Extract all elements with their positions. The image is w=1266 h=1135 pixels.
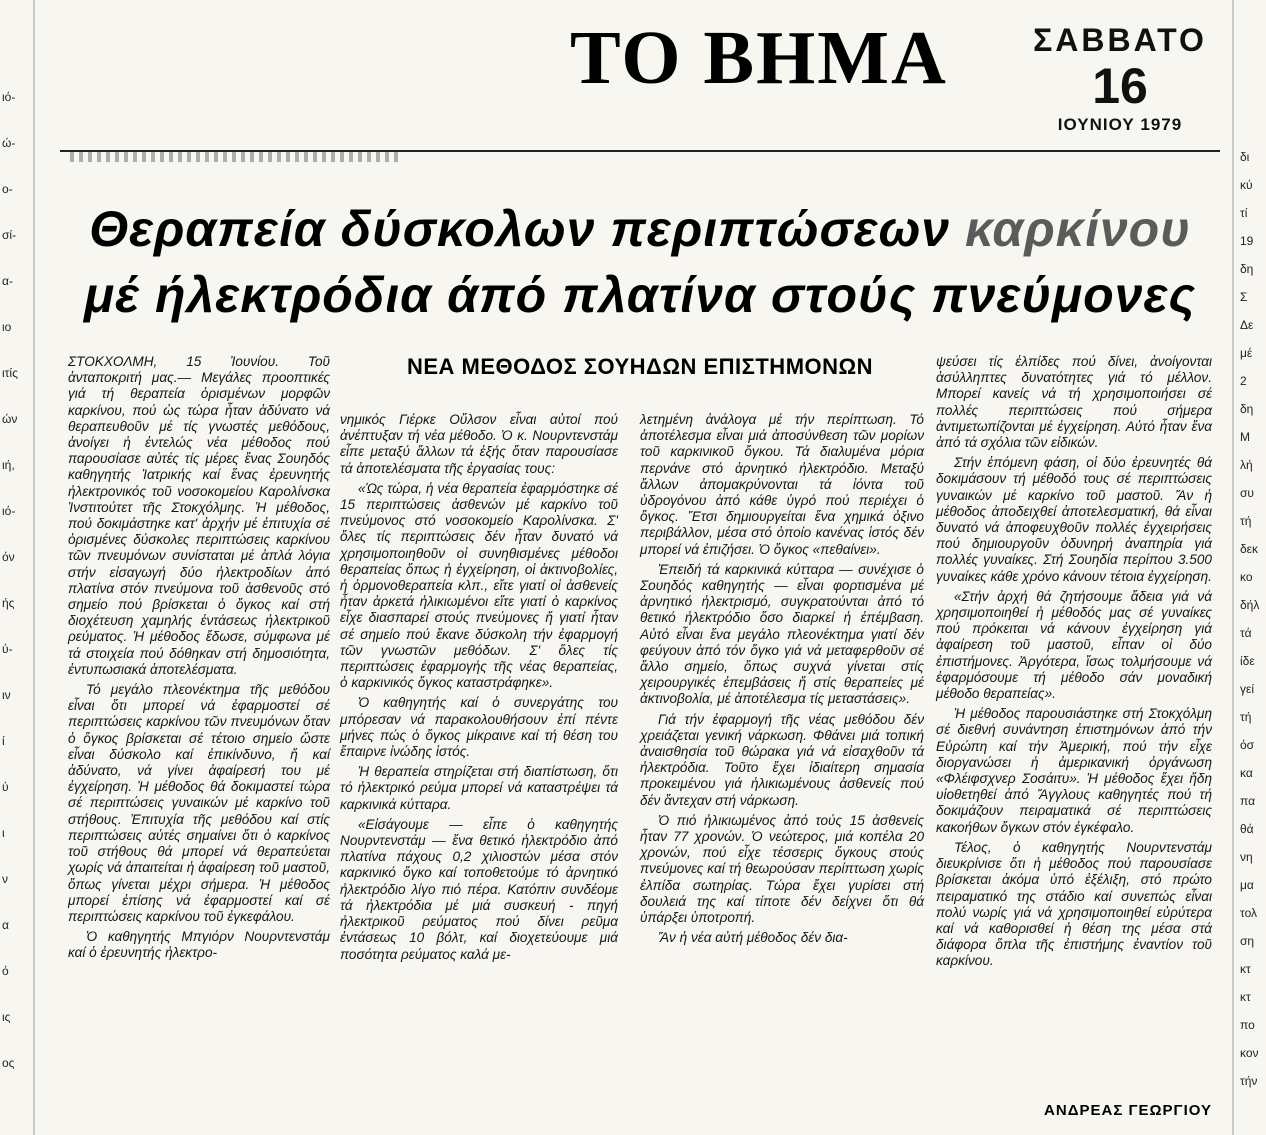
column-fragment: μα: [1240, 878, 1254, 892]
column-fragment: λή: [1240, 458, 1253, 472]
paragraph: Γιά τήν ἐφαρμογή τῆς νέας μεθόδου δέν χρειάζεται γενική νάρκωση. Φθάνει μιά τοπική ἀναισθησία τοῦ θώρακα γιά νά εἰσαχθοῦν τά ἠλεκτρόδια. Τοῦτο ἔχει ἰδιαίτερη σημασία προκειμένου γιά ἡλικιωμένους ἀσθενείς πού δέν ἄντεχαν στή νάρκωση.: [640, 711, 924, 808]
paragraph: ΣΤΟΚΧΟΛΜΗ, 15 Ἰουνίου. Τοῦ ἀνταποκριτή μας.— Μεγάλες προοπτικές γιά τή θεραπεία ὁρισμένων μορφῶν καρκίνου, πού ὡς τώρα ἦταν ἀδύνατο νά θεραπευθοῦν μέ τίς γνωστές μεθόδους, ἀνοίγει ἡ ἐντελώς νέα μέθοδος πού παρουσίασε αὐτές τίς μέρες ἕνας Σουηδός καθηγητής Ἰατρικής καί ἕνας ἐρευνητής ἠλεκτρονικός τοῦ νοσοκομείου Καρολίνσκα Ἰνστιτούτετ τῆς Στοκχόλμης. Ἡ μέθοδος, πού δοκιμάστηκε κατ' ἀρχήν μέ ἐπιτυχία σέ ὁρισμένες δύσκολες περιπτώσεις καρκίνου τῶν πνευμόνων συνίσταται μέ ἁπλά λόγια στήν εἰσαγωγή δύο ἠλεκτροδίων ἀπό πλατίνα στόν πνεύμονα τοῦ ἀσθενοῦς στό σημείο πού βρίσκεται ὁ ὄγκος καί στή διοχέτευση χαμηλής ἐντάσεως ἠλεκτρικοῦ ρεύματος. Ἡ μέθοδος ἔδωσε, σύμφωνα μέ τά στοιχεία πού δόθηκαν στή δημοσιότητα, ἐντυπωσιακά ἀποτελέσματα.: [68, 354, 330, 677]
paragraph: Τό μεγάλο πλεονέκτημα τῆς μεθόδου εἶναι ὅτι μπορεί νά ἐφαρμοστεί σέ περιπτώσεις καρκίνου τῶν πνευμόνων ὅταν ὁ ὄγκος βρίσκεται σέ τέτοιο σημείο ὥστε εἶναι δύσκολο καί ἐπικίνδυνο, ἤ καί ἀδύνατο, νά γίνει ἀφαίρεσή του μέ ἐγχείρηση. Ἡ μέθοδος θά δοκιμαστεί τώρα σέ περιπτώσεις γυναικών μέ καρκίνο τοῦ στήθους. Ἐπιτυχία τῆς μεθόδου καί στίς περιπτώσεις αὐτές σημαίνει ὅτι ὁ καρκίνος τοῦ στήθους θά μπορεί νά θεραπεύεται χωρίς νά ἀπαιτείται ἡ ἀφαίρεση τοῦ μαστοῦ, ὅπως γίνεται μέχρι σήμερα. Ἡ μέθοδος μπορεί ἐπίσης νά ἐφαρμοστεί καί σέ περιπτώσεις καρκίνου τοῦ ἐγκεφάλου.: [68, 682, 330, 924]
column-fragment: τά: [1240, 626, 1252, 640]
article-column-4: [936, 354, 1212, 974]
article-headline: [70, 196, 1210, 328]
column-fragment: Σ: [1240, 290, 1248, 304]
column-fragment: ιτίς: [2, 366, 18, 380]
paragraph: Ἡ μέθοδος παρουσιάστηκε στή Στοκχόλμη σέ διεθνή συνάντηση ἐπιστημόνων ἀπό τήν Εὐρώπη καί τήν Ἀμερική, πού τήν εἶχε διοργανώσει ἡ ἀμερικανική ὀργάνωση «Φλέιφσχνερ Σοσάιτυ». Ἡ μέθοδος ἔχει ἤδη υἱοθετηθεί ἀπό Ἄγγλους καθηγητές πού τή δοκιμάζουν πειραματικά σέ περιπτώσεις κακοήθων ὄγκων στόν ἐγκέφαλο.: [936, 706, 1212, 835]
paragraph: «Στήν ἀρχή θά ζητήσουμε ἄδεια γιά νά χρησιμοποιηθεί ἡ μέθοδός μας σέ γυναίκες πού πρόκειται νά κάνουν ἐγχείρηση γιά ἀφαίρεση τοῦ μαστοῦ, εἶπαν οἱ δύο ἐπιστήμονες. Ἀργότερα, ἴσως τολμήσουμε νά ἐφαρμόσουμε τή μέθοδο σάν μοναδική μέθοδο θεραπείας».: [936, 588, 1212, 702]
column-fragment: ιό-: [2, 504, 16, 518]
column-fragment: ής: [2, 596, 15, 610]
column-fragment: σί-: [2, 228, 17, 242]
right-column-divider: [1232, 0, 1234, 1135]
paragraph: λετημένη ἀνάλογα μέ τήν περίπτωση. Τό ἀποτέλεσμα εἶναι μιά ἀποσύνθεση τῶν μορίων τοῦ καρκινικοῦ ὄγκου. Τά διαλυμένα μόρια περνάνε στό ἀρνητικό ἠλεκτρόδιο. Μεταξύ ἄλλων ἀπομακρύνονται τά ἰόντα τοῦ ὑδρογόνου ἀπό κάθε ὑγρό πού περιέχει ὁ ὄγκος. Ἔτσι δημιουργείται ἕνα χημικά ὀξινο περιβάλλον, μέσα στό ὁποίο κανένας ἱστός δέν μπορεί νά ἐπιζήσει. Ὁ ὄγκος «πεθαίνει».: [640, 412, 924, 557]
paragraph: Ὁ καθηγητής καί ὁ συνεργάτης του μπόρεσαν νά παρακολουθήσουν ἐπί πέντε μήνες πώς ὁ ὄγκος μίκραινε καί τή θέση του ἔπαιρνε ἰνώδης ἱστός.: [340, 695, 618, 760]
paragraph: Τέλος, ὁ καθηγητής Νουρντενστάμ διευκρίνισε ὅτι ἡ μέθοδος πού παρουσίασε βρίσκεται ἀκόμα ὑπό ἐξέλιξη, στό πρώτο πειραματικό της στάδιο καί συνεπώς εἶναι πολύ νωρίς γιά νά χρησιμοποιηθεί εὐρύτερα καί νά καθορισθεί ἡ θέση της μέσα στά διάφορα ὅπλα τῆς ἐπιστήμης ἐναντίον τοῦ καρκίνου.: [936, 839, 1212, 969]
column-fragment: Μ: [1240, 430, 1250, 444]
right-adjacent-column-fragments: [1238, 150, 1266, 1130]
column-fragment: τολ: [1240, 906, 1258, 920]
column-fragment: τήν: [1240, 1074, 1258, 1088]
column-fragment: κο: [1240, 570, 1253, 584]
column-fragment: μέ: [1240, 346, 1253, 360]
article-byline: ΑΝΔΡΕΑΣ ΓΕΩΡΓΙΟΥ: [1044, 1102, 1212, 1119]
paragraph: Ὁ πιό ἡλικιωμένος ἀπό τούς 15 ἀσθενείς ἦταν 77 χρονών. Ὁ νεώτερος, μιά κοπέλα 20 χρονών, πού εἶχε τέσσερις ὄγκους στούς πνεύμονες καί τή θεωρούσαν περίπτωση χωρίς ἐλπίδα σωτηρίας. Τώρα ἔχει γυρίσει στή δουλειά της καί τίποτε δέν δείχνει ὅτι θά ὑπάρξει ὑποτροπή.: [640, 812, 924, 926]
column-fragment: ό: [2, 964, 9, 978]
headline-line-2: μέ ήλεκτρόδια άπό πλατίνα στούς πνεύμονες: [83, 267, 1197, 323]
left-column-divider: [33, 0, 35, 1135]
column-fragment: ιν: [2, 688, 11, 702]
paragraph: νημικός Γιέρκε Οὔλσον εἶναι αὐτοί πού ἀνέπτυξαν τή νέα μέθοδο. Ὁ κ. Νουρντενστάμ εἶπε μεταξύ ἄλλων τά ἑξής ὅταν παρουσίασε τά ἀποτελέσματα τῆς ἐργασίας τους:: [340, 412, 618, 476]
article-subheadline: ΝΕΑ ΜΕΘΟΔΟΣ ΣΟΥΗΔΩΝ ΕΠΙΣΤΗΜΟΝΩΝ: [406, 354, 874, 379]
column-fragment: τί: [1240, 206, 1248, 220]
column-fragment: Δε: [1240, 318, 1254, 332]
column-fragment: ι: [2, 826, 5, 840]
issue-dateline: [1020, 22, 1220, 136]
column-fragment: ύ-: [2, 642, 13, 656]
paragraph: ψεύσει τίς ἐλπίδες πού δίνει, ἀνοίγονται ἀσύλληπτες δυνατότητες γιά τό μέλλον. Μπορεί κανείς νά τή χρησιμοποιήσει σέ πολλές περιπτώσεις πού σήμερα ἀντιμετωπίζονται μέ ἐγχείρηση. Αὐτό ἦταν ἕνα ἀπό τά σχόλια τῶν εἰδικών.: [936, 354, 1212, 451]
column-fragment: ιή,: [2, 458, 15, 472]
paragraph: Ἄν ἡ νέα αὐτή μέθοδος δέν δια-: [658, 930, 848, 946]
article-column-1: [68, 354, 330, 966]
column-fragment: ώ-: [2, 136, 16, 150]
column-fragment: δη: [1240, 262, 1254, 276]
headline-line-1-text: Θεραπεία δύσκολων περιπτώσεων: [89, 201, 966, 257]
column-fragment: δήλ: [1240, 598, 1260, 612]
dateline-weekday: ΣΑΒΒΑΤΟ: [1033, 22, 1207, 58]
column-fragment: κον: [1240, 1046, 1259, 1060]
paragraph: Ἡ θεραπεία στηρίζεται στή διαπίστωση, ὅτι τό ἠλεκτρικό ρεύμα μπορεί νά καταστρέψει τά καρκινικά κύτταρα.: [340, 764, 618, 812]
column-fragment: συ: [1240, 486, 1254, 500]
article-column-3: [640, 412, 924, 951]
column-fragment: κτ: [1240, 962, 1251, 976]
dateline-day-number: 16: [1092, 58, 1148, 114]
paragraph: Ἐπειδή τά καρκινικά κύτταρα — συνέχισε ὁ Σουηδός καθηγητής — εἶναι φορτισμένα μέ ἀρνητικό ἠλεκτρισμό, συγκρατούνται ἀπό τό θετικό ἠλεκτρόδιο ὅσο διαρκεί ἡ ἐπέμβαση. Αὐτό εἶναι ἕνα μεγάλο πλεονέκτημα γιατί δέν φεύγουν ἀπό τόν ὄγκο γιά νά μεταφερθοῦν σέ ἄλλο σημείο, ὅπως συχνά γίνεται στίς χειρουργικές ἐπεμβάσεις ἤ στίς θεραπείες μέ ἀκτινοβολία, μέ ἀποτέλεσμα τίς μεταστάσεις».: [640, 561, 924, 707]
column-fragment: ις: [2, 1010, 11, 1024]
column-fragment: ί: [2, 734, 5, 748]
column-fragment: 19: [1240, 234, 1254, 248]
column-fragment: δι: [1240, 150, 1250, 164]
column-fragment: τή: [1240, 514, 1252, 528]
column-fragment: θά: [1240, 822, 1254, 836]
column-fragment: ος: [2, 1056, 15, 1070]
column-fragment: όσ: [1240, 738, 1255, 752]
article-column-2: [340, 412, 618, 967]
column-fragment: πο: [1240, 1018, 1255, 1032]
column-fragment: δη: [1240, 402, 1254, 416]
column-fragment: ύ: [2, 780, 9, 794]
column-fragment: πα: [1240, 794, 1256, 808]
column-fragment: ν: [2, 872, 8, 886]
headline-keyword: καρκίνου: [965, 201, 1191, 257]
paragraph: Στήν ἑπόμενη φάση, οἱ δύο ἐρευνητές θά δοκιμάσουν τή μέθοδό τους σέ περιπτώσεις γυναικών μέ καρκίνο τοῦ μαστοῦ. Ἄν ἡ μέθοδος ἀποδειχθεί ἀποτελεσματική, θά εἶναι δυνατό νά ἀποφευχθοῦν πολλές ἐγχειρήσεις πού δημιουργοῦν ὀδυνηρή ἀναπηρία γιά πολλές γυναίκες. Στή Σουηδία περίπου 3.500 γυναίκες κάθε χρόνο κάνουν τέτοια ἐγχείρηση.: [936, 455, 1212, 584]
column-fragment: νη: [1240, 850, 1253, 864]
paragraph: «Εἰσάγουμε — εἶπε ὁ καθηγητής Νουρντενστάμ — ἕνα θετικό ἠλεκτρόδιο ἀπό πλατίνα πάχους 0,2 χιλιοστών μέσα στόν καρκινικό ὄγκο καί τοποθετούμε τό ἀρνητικό ἠλεκτρόδιο λίγο πιό πέρα. Κατόπιν συνδέομε τά ἠλεκτρόδια μέ μιά συσκευή - πηγή ἠλεκτρικοῦ ρεύματος πού δίνει ρεῦμα ἐντάσεως 10 βόλτ, καί διοχετεύουμε μιά ποσότητα ρεύματος καλά με-: [340, 816, 618, 962]
column-fragment: ιό-: [2, 90, 16, 104]
column-fragment: κτ: [1240, 990, 1251, 1004]
paragraph: «Ὡς τώρα, ἡ νέα θεραπεία ἐφαρμόστηκε σέ 15 περιπτώσεις ἀσθενών μέ καρκίνο τοῦ πνεύμονος στό νοσοκομείο Καρολίνσκα. Σ' ὅλες τίς περιπτώσεις δέν ἦταν δυνατό νά χρησιμοποιηθοῦν οἱ συνηθισμένες μέθοδοι θεραπείας ὅπως ἡ ἐγχείρηση, οἱ ἀκτινοβολίες, ἡ ὁρμονοθεραπεία κλπ., εἴτε γιατί οἱ ἀσθενείς ἦταν ἀρκετά ἡλικιωμένοι εἴτε γιατί ὁ καρκίνος εἶχε διασπαρεί στούς πνεύμονες ἤ γιατί ἦταν σέ σημείο πού ἔκανε δύσκολη τήν ἐφαρμογή τῶν γνωστῶν μεθόδων. Σ' ὅλες τίς περιπτώσεις ἐφαρμογής τῆς νέας θεραπείας, ὁ καρκινικός ὄγκος καταστράφηκε».: [340, 480, 618, 691]
column-fragment: α: [2, 918, 9, 932]
left-adjacent-column-fragments: [0, 90, 30, 1130]
column-fragment: ών: [2, 412, 18, 426]
column-fragment: ιο: [2, 320, 12, 334]
column-fragment: κα: [1240, 766, 1253, 780]
column-fragment: κύ: [1240, 178, 1253, 192]
column-fragment: δεκ: [1240, 542, 1259, 556]
dateline-month-year: ΙΟΥΝΙΟΥ 1979: [1057, 115, 1183, 134]
column-fragment: όν: [2, 550, 15, 564]
newspaper-masthead: ΤΟ ΒΗΜΑ: [570, 16, 948, 100]
column-fragment: ση: [1240, 934, 1255, 948]
column-fragment: α-: [2, 274, 13, 288]
paragraph: Ὁ καθηγητής Μπγιόρν Νουρντενστάμ καί ὁ ἐρευνητής ἠλεκτρο-: [68, 929, 330, 961]
headline-line-1: [70, 196, 1210, 262]
column-fragment: ο-: [2, 182, 13, 196]
column-fragment: γεί: [1240, 682, 1255, 696]
column-fragment: τή: [1240, 710, 1252, 724]
column-fragment: 2: [1240, 374, 1247, 388]
header-rule: [60, 150, 1220, 152]
column-fragment: ίδε: [1240, 654, 1255, 668]
